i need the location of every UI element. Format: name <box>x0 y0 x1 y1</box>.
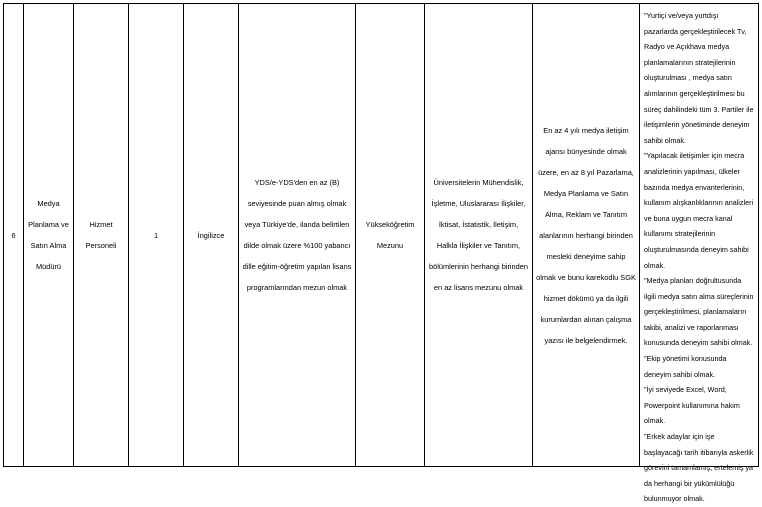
language-cell <box>184 4 239 466</box>
education-level-cell <box>356 4 425 466</box>
personnel-type: Hizmet Personeli <box>85 220 117 250</box>
qualification-item: "Medya planları doğrultusunda ilgili medya satın alma süreçlerinin gerçekleştirilmesi, planlamaların takibi, analizi ve raporlanması konusunda deneyim sahibi olmak. <box>644 276 754 348</box>
language: İngilizce <box>197 230 225 240</box>
experience-cell <box>533 4 640 466</box>
departments: Üniversitelerin Mühendislik, İşletme, Uluslararası İlişkiler, İktisat, İstatistik, İletişim, Halkla İlişkiler ve Tanıtım, bölümlerinin herhangi birinden en az lisans mezunu olmak <box>428 178 529 292</box>
position-count: 1 <box>153 230 159 240</box>
count-cell <box>129 4 184 466</box>
qualification-item: "Yurtiçi ve/veya yurtdışı pazarlarda gerçekleştirilecek Tv, Radyo ve Açıkhava medya planlamalarının stratejilerinin oluşturulması , medya satın alımlarının gerçekleştirilmesi bu süreç dahilindeki tüm 3. Partiler ile iletişimlerin yönetiminde deneyim sahibi olmak. <box>644 11 754 145</box>
job-posting-table <box>3 3 759 504</box>
qualifications-list <box>644 8 754 507</box>
row-number-cell <box>4 4 24 466</box>
departments-cell <box>425 4 533 466</box>
language-requirement-cell <box>239 4 356 466</box>
qualification-item: "İyi seviyede Excel, Word, Powerpoint kullanımına hakim olmak. <box>644 385 740 426</box>
qualifications-cell <box>640 4 758 504</box>
experience-requirement: En az 4 yılı medya iletişim ajansı bünyesinde olmak üzere, en az 8 yıl Pazarlama, Medya Planlama ve Satın Alma, Reklam ve Tanıtım alanlarının herhangi birinden mesleki deneyime sahip olmak ve bunu karekodlu SGK hizmet dökümü ya da ilgili kurumlardan alınan çalışma yazısı ile belgelendirmek. <box>536 125 636 345</box>
qualification-item: "Erkek adaylar için işe başlayacağı tarih itibarıyla askerlik görevini tamamlamış, ertelemiş ya da herhangi bir yükümlülüğü bulunmuyor olmak. <box>644 432 754 504</box>
position-title: Medya Planlama ve Satın Alma Müdürü <box>28 199 69 271</box>
education-level: Yükseköğretim Mezunu <box>365 220 415 250</box>
qualification-item: "Ekip yönetimi konusunda deneyim sahibi olmak. <box>644 354 727 379</box>
position-cell <box>24 4 74 466</box>
table-row <box>3 3 759 504</box>
qualification-item: "Yapılacak iletişimler için mecra analizlerinin yapılması, ülkeler bazında medya envanterlerinin, kullanım alışkanlıklarının analizleri ve buna uygun mecra kanal kullanımı stratejilerinin oluşturulmasında deneyim sahibi olmak. <box>644 151 754 270</box>
personnel-type-cell <box>74 4 129 466</box>
language-requirement: YDS/e-YDS'den en az (B) seviyesinde puan almış olmak veya Türkiye'de, ilanda belirtilen dilde olmak üzere %100 yabancı dille eğitim-öğretim yapılan lisans programlarından mezun olmak <box>242 178 352 292</box>
row-number: 6 <box>11 230 16 240</box>
